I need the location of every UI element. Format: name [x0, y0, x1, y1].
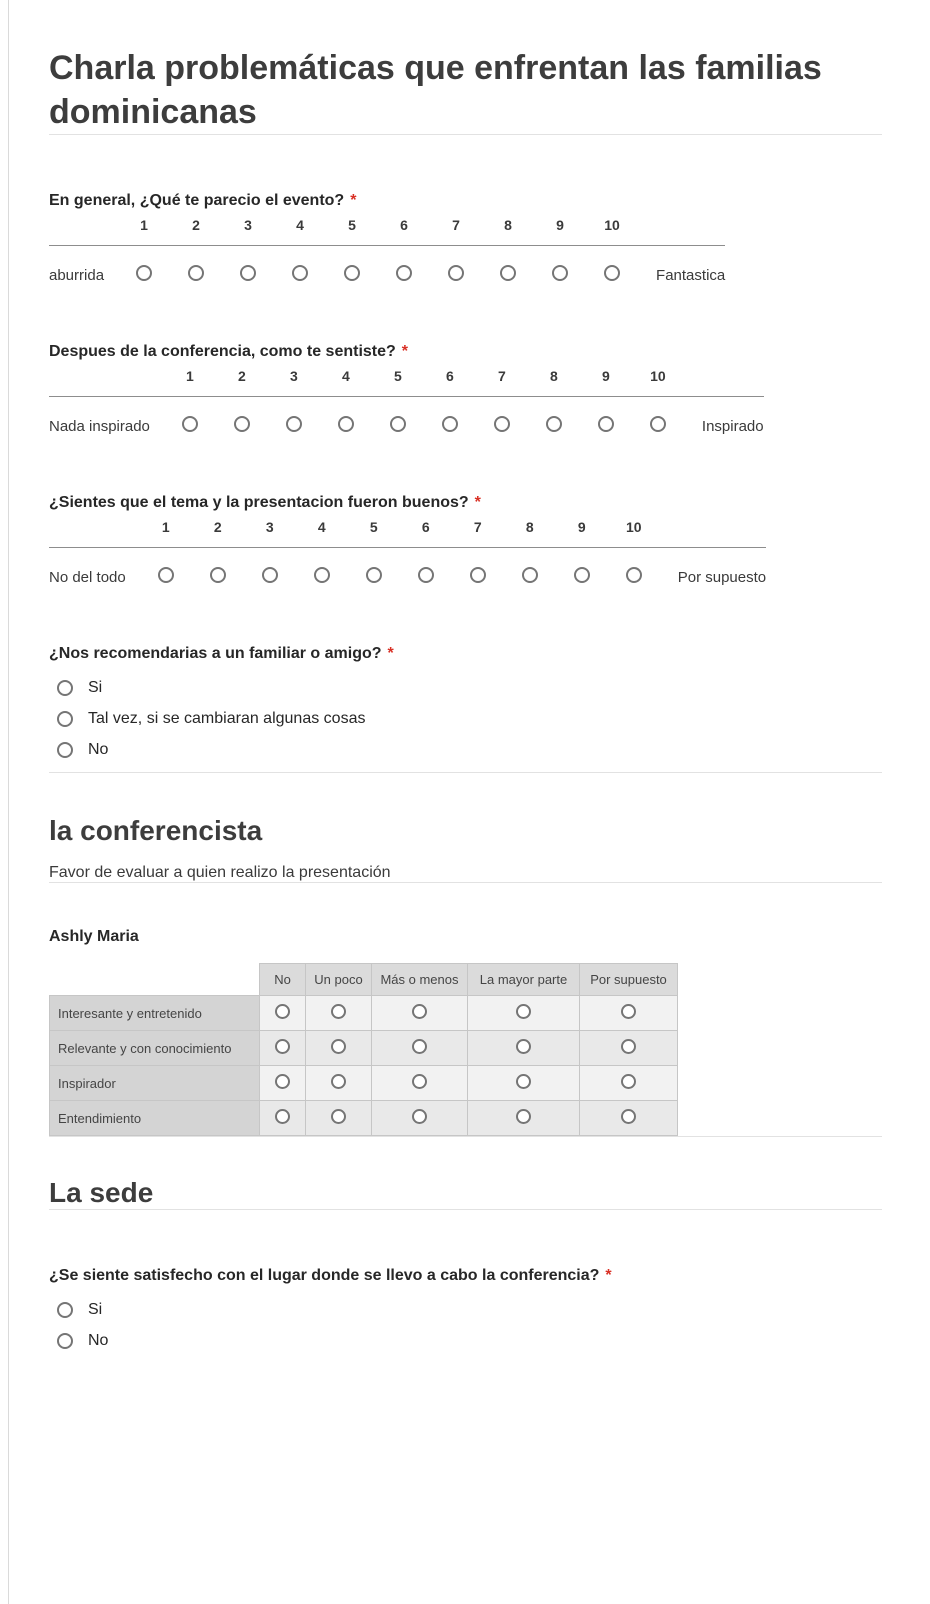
scale-tick-label: 1	[140, 519, 192, 548]
grid-radio[interactable]	[275, 1039, 290, 1054]
required-asterisk: *	[401, 343, 409, 361]
grid-cell[interactable]	[468, 1031, 580, 1066]
grid-column-header: Más o menos	[372, 964, 468, 996]
question-label	[49, 1267, 882, 1285]
scale-tick-label: 9	[534, 217, 586, 246]
scale-numbers-row	[49, 368, 764, 397]
grid-radio[interactable]	[275, 1074, 290, 1089]
grid-radio[interactable]	[516, 1074, 531, 1089]
scale-spacer	[660, 519, 766, 548]
question-text: ¿Se siente satisfecho con el lugar donde se llevo a cabo la conferencia?	[49, 1267, 600, 1285]
grid-cell[interactable]	[580, 1066, 678, 1101]
scale-tick-label: 1	[164, 368, 216, 397]
scale-radio[interactable]	[344, 265, 360, 281]
scale-question-3	[49, 494, 882, 588]
scale-tick-label: 8	[482, 217, 534, 246]
grid-radio[interactable]	[275, 1004, 290, 1019]
grid-cell[interactable]	[372, 996, 468, 1031]
grid-radio[interactable]	[331, 1004, 346, 1019]
grid-cell[interactable]	[372, 1101, 468, 1136]
question-label	[49, 645, 882, 663]
scale-radio[interactable]	[182, 416, 198, 432]
required-asterisk: *	[350, 192, 357, 210]
scale-tick-label: 2	[216, 368, 268, 397]
scale-tick-label: 10	[586, 217, 638, 246]
scale-tick-label: 5	[372, 368, 424, 397]
scale-radio[interactable]	[390, 416, 406, 432]
scale-radio-cell[interactable]	[482, 246, 534, 286]
grid-column-header: No	[260, 964, 306, 996]
divider	[49, 882, 882, 883]
question-text: Despues de la conferencia, como te sentiste?	[49, 343, 396, 361]
scale-tick-label: 10	[632, 368, 684, 397]
scale-spacer	[684, 368, 764, 397]
grid-column-header: La mayor parte	[468, 964, 580, 996]
scale-tick-label: 6	[400, 519, 452, 548]
option-label: No	[88, 1332, 109, 1350]
grid-radio[interactable]	[412, 1074, 427, 1089]
scale-radio-row	[49, 548, 766, 588]
scale-left-label: No del todo	[49, 569, 126, 587]
scale-tick-label: 6	[424, 368, 476, 397]
grid-radio[interactable]	[621, 1004, 636, 1019]
linear-scale	[49, 519, 766, 588]
section-title-speaker: la conferencista	[49, 815, 263, 847]
scale-tick-label: 10	[608, 519, 660, 548]
grid-row-label: Relevante y con conocimiento	[50, 1031, 260, 1066]
radio-option[interactable]	[57, 710, 882, 728]
divider	[49, 1136, 882, 1137]
scale-numbers-row	[49, 217, 725, 246]
grid-radio[interactable]	[621, 1039, 636, 1054]
scale-radio-cell[interactable]	[140, 548, 192, 588]
scale-tick-label: 9	[556, 519, 608, 548]
scale-radio[interactable]	[210, 567, 226, 583]
grid-radio[interactable]	[412, 1039, 427, 1054]
option-radio[interactable]	[57, 1302, 73, 1318]
scale-radio-cell[interactable]	[326, 246, 378, 286]
grid-row	[50, 996, 678, 1031]
scale-radio-cell[interactable]	[632, 397, 684, 437]
scale-tick-label: 4	[296, 519, 348, 548]
grid-radio[interactable]	[516, 1039, 531, 1054]
scale-spacer	[49, 368, 164, 397]
scale-spacer	[638, 217, 725, 246]
scale-radio-cell[interactable]	[164, 397, 216, 437]
question-label	[49, 494, 882, 512]
scale-radio-cell[interactable]	[430, 246, 482, 286]
required-asterisk: *	[605, 1267, 612, 1285]
options-list	[49, 679, 882, 759]
option-radio[interactable]	[57, 1333, 73, 1349]
grid-row-label: Inspirador	[50, 1066, 260, 1101]
scale-radio-cell[interactable]	[296, 548, 348, 588]
grid-radio[interactable]	[331, 1109, 346, 1124]
scale-radio-cell[interactable]	[400, 548, 452, 588]
scale-tick-label: 7	[452, 519, 504, 548]
scale-radio[interactable]	[598, 416, 614, 432]
scale-radio[interactable]	[522, 567, 538, 583]
scale-radio-row	[49, 246, 725, 286]
scale-tick-label: 6	[378, 217, 430, 246]
scale-radio-cell[interactable]	[372, 397, 424, 437]
scale-tick-label: 9	[580, 368, 632, 397]
grid-radio[interactable]	[275, 1109, 290, 1124]
grid-cell[interactable]	[260, 996, 306, 1031]
grid-row	[50, 1101, 678, 1136]
scale-radio[interactable]	[136, 265, 152, 281]
option-label: No	[88, 741, 109, 759]
scale-radio[interactable]	[574, 567, 590, 583]
scale-radio[interactable]	[546, 416, 562, 432]
scale-radio[interactable]	[338, 416, 354, 432]
grid-radio[interactable]	[412, 1109, 427, 1124]
scale-radio[interactable]	[286, 416, 302, 432]
radio-option[interactable]	[57, 741, 882, 759]
grid-column-header: Un poco	[306, 964, 372, 996]
scale-tick-label: 8	[528, 368, 580, 397]
scale-tick-label: 7	[476, 368, 528, 397]
grid-cell[interactable]	[372, 1066, 468, 1101]
scale-radio[interactable]	[442, 416, 458, 432]
scale-right-label: Inspirado	[701, 418, 764, 436]
grid-row-label: Entendimiento	[50, 1101, 260, 1136]
scale-radio-cell[interactable]	[528, 397, 580, 437]
scale-radio[interactable]	[396, 265, 412, 281]
option-radio[interactable]	[57, 680, 73, 696]
grid-radio[interactable]	[516, 1109, 531, 1124]
scale-right-label: Fantastica	[656, 267, 726, 285]
option-label: Si	[88, 1301, 103, 1319]
scale-radio[interactable]	[650, 416, 666, 432]
scale-question-1	[49, 192, 882, 286]
grid-radio[interactable]	[621, 1074, 636, 1089]
scale-tick-label: 7	[430, 217, 482, 246]
scale-numbers-row	[49, 519, 766, 548]
scale-radio[interactable]	[234, 416, 250, 432]
scale-radio-cell[interactable]	[534, 246, 586, 286]
scale-radio[interactable]	[418, 567, 434, 583]
scale-radio-cell[interactable]	[216, 397, 268, 437]
scale-radio-cell[interactable]	[222, 246, 274, 286]
scale-tick-label: 4	[320, 368, 372, 397]
grid-row-label: Interesante y entretenido	[50, 996, 260, 1031]
scale-radio-cell[interactable]	[556, 548, 608, 588]
question-text: ¿Nos recomendarias a un familiar o amigo?	[49, 645, 382, 663]
scale-spacer	[49, 519, 140, 548]
grid-radio[interactable]	[516, 1004, 531, 1019]
grid-cell[interactable]	[468, 1066, 580, 1101]
required-asterisk: *	[387, 645, 394, 663]
grid-radio[interactable]	[412, 1004, 427, 1019]
scale-tick-label: 2	[170, 217, 222, 246]
divider	[49, 134, 882, 135]
scale-tick-label: 8	[504, 519, 556, 548]
scale-radio-cell[interactable]	[244, 548, 296, 588]
grid-cell[interactable]	[580, 996, 678, 1031]
grid-corner	[50, 964, 260, 996]
linear-scale	[49, 217, 725, 286]
option-label: Si	[88, 679, 103, 697]
scale-radio-cell[interactable]	[452, 548, 504, 588]
scale-radio-cell[interactable]	[424, 397, 476, 437]
scale-left-label: aburrida	[49, 267, 105, 285]
scale-radio[interactable]	[292, 265, 308, 281]
scale-tick-label: 1	[118, 217, 170, 246]
scale-radio[interactable]	[188, 265, 204, 281]
grid-cell[interactable]	[468, 1101, 580, 1136]
scale-left-label: Nada inspirado	[49, 418, 150, 436]
grid-cell[interactable]	[260, 1031, 306, 1066]
scale-radio-cell[interactable]	[320, 397, 372, 437]
scale-radio-cell[interactable]	[580, 397, 632, 437]
scale-radio[interactable]	[262, 567, 278, 583]
radio-option[interactable]	[57, 1332, 882, 1350]
scale-tick-label: 5	[348, 519, 400, 548]
scale-radio-cell[interactable]	[170, 246, 222, 286]
option-radio[interactable]	[57, 742, 73, 758]
scale-radio-cell[interactable]	[608, 548, 660, 588]
grid-cell[interactable]	[260, 1066, 306, 1101]
section-title-venue: La sede	[49, 1177, 154, 1209]
scale-radio-cell[interactable]	[268, 397, 320, 437]
scale-radio[interactable]	[552, 265, 568, 281]
options-list	[49, 1301, 882, 1350]
linear-scale	[49, 368, 764, 437]
scale-radio-cell[interactable]	[192, 548, 244, 588]
rating-grid	[49, 963, 678, 1136]
scale-radio[interactable]	[604, 265, 620, 281]
scale-right-label: Por supuesto	[677, 569, 767, 587]
scale-radio[interactable]	[314, 567, 330, 583]
grid-radio[interactable]	[331, 1074, 346, 1089]
form-title: Charla problemáticas que enfrentan las familias dominicanas	[49, 49, 822, 131]
grid-question-label: Ashly Maria	[49, 928, 139, 946]
scale-tick-label: 3	[244, 519, 296, 548]
scale-radio[interactable]	[158, 567, 174, 583]
grid-cell[interactable]	[468, 996, 580, 1031]
scale-radio-row	[49, 397, 764, 437]
option-label: Tal vez, si se cambiaran algunas cosas	[88, 710, 366, 728]
grid-cell[interactable]	[306, 1101, 372, 1136]
scale-radio[interactable]	[494, 416, 510, 432]
scale-radio[interactable]	[626, 567, 642, 583]
scale-radio[interactable]	[448, 265, 464, 281]
scale-tick-label: 4	[274, 217, 326, 246]
scale-radio[interactable]	[366, 567, 382, 583]
scale-radio[interactable]	[500, 265, 516, 281]
scale-radio-cell[interactable]	[378, 246, 430, 286]
grid-header-row	[50, 964, 678, 996]
question-text: ¿Sientes que el tema y la presentacion fueron buenos?	[49, 494, 469, 512]
scale-radio-cell[interactable]	[274, 246, 326, 286]
scale-question-2	[49, 343, 882, 437]
recommend-question	[49, 645, 882, 759]
scale-tick-label: 3	[268, 368, 320, 397]
grid-cell[interactable]	[372, 1031, 468, 1066]
divider	[49, 1209, 882, 1210]
grid-cell[interactable]	[306, 996, 372, 1031]
grid-column-header: Por supuesto	[580, 964, 678, 996]
divider	[49, 772, 882, 773]
venue-question	[49, 1267, 882, 1350]
scale-radio-cell[interactable]	[504, 548, 556, 588]
grid-cell[interactable]	[260, 1101, 306, 1136]
grid-row	[50, 1031, 678, 1066]
scale-radio[interactable]	[470, 567, 486, 583]
scale-radio-cell[interactable]	[348, 548, 400, 588]
scale-tick-label: 5	[326, 217, 378, 246]
question-text: En general, ¿Qué te parecio el evento?	[49, 192, 345, 210]
question-label	[49, 343, 882, 361]
grid-radio[interactable]	[621, 1109, 636, 1124]
grid-row	[50, 1066, 678, 1101]
grid-cell[interactable]	[580, 1031, 678, 1066]
section-description: Favor de evaluar a quien realizo la presentación	[49, 864, 391, 882]
grid-radio[interactable]	[331, 1039, 346, 1054]
required-asterisk: *	[474, 494, 481, 512]
grid-cell[interactable]	[306, 1031, 372, 1066]
option-radio[interactable]	[57, 711, 73, 727]
grid-cell[interactable]	[580, 1101, 678, 1136]
scale-radio-cell[interactable]	[118, 246, 170, 286]
radio-option[interactable]	[57, 679, 882, 697]
scale-radio-cell[interactable]	[586, 246, 638, 286]
grid-cell[interactable]	[306, 1066, 372, 1101]
scale-spacer	[49, 217, 118, 246]
scale-radio[interactable]	[240, 265, 256, 281]
question-label	[49, 192, 882, 210]
scale-tick-label: 2	[192, 519, 244, 548]
scale-radio-cell[interactable]	[476, 397, 528, 437]
radio-option[interactable]	[57, 1301, 882, 1319]
scale-tick-label: 3	[222, 217, 274, 246]
